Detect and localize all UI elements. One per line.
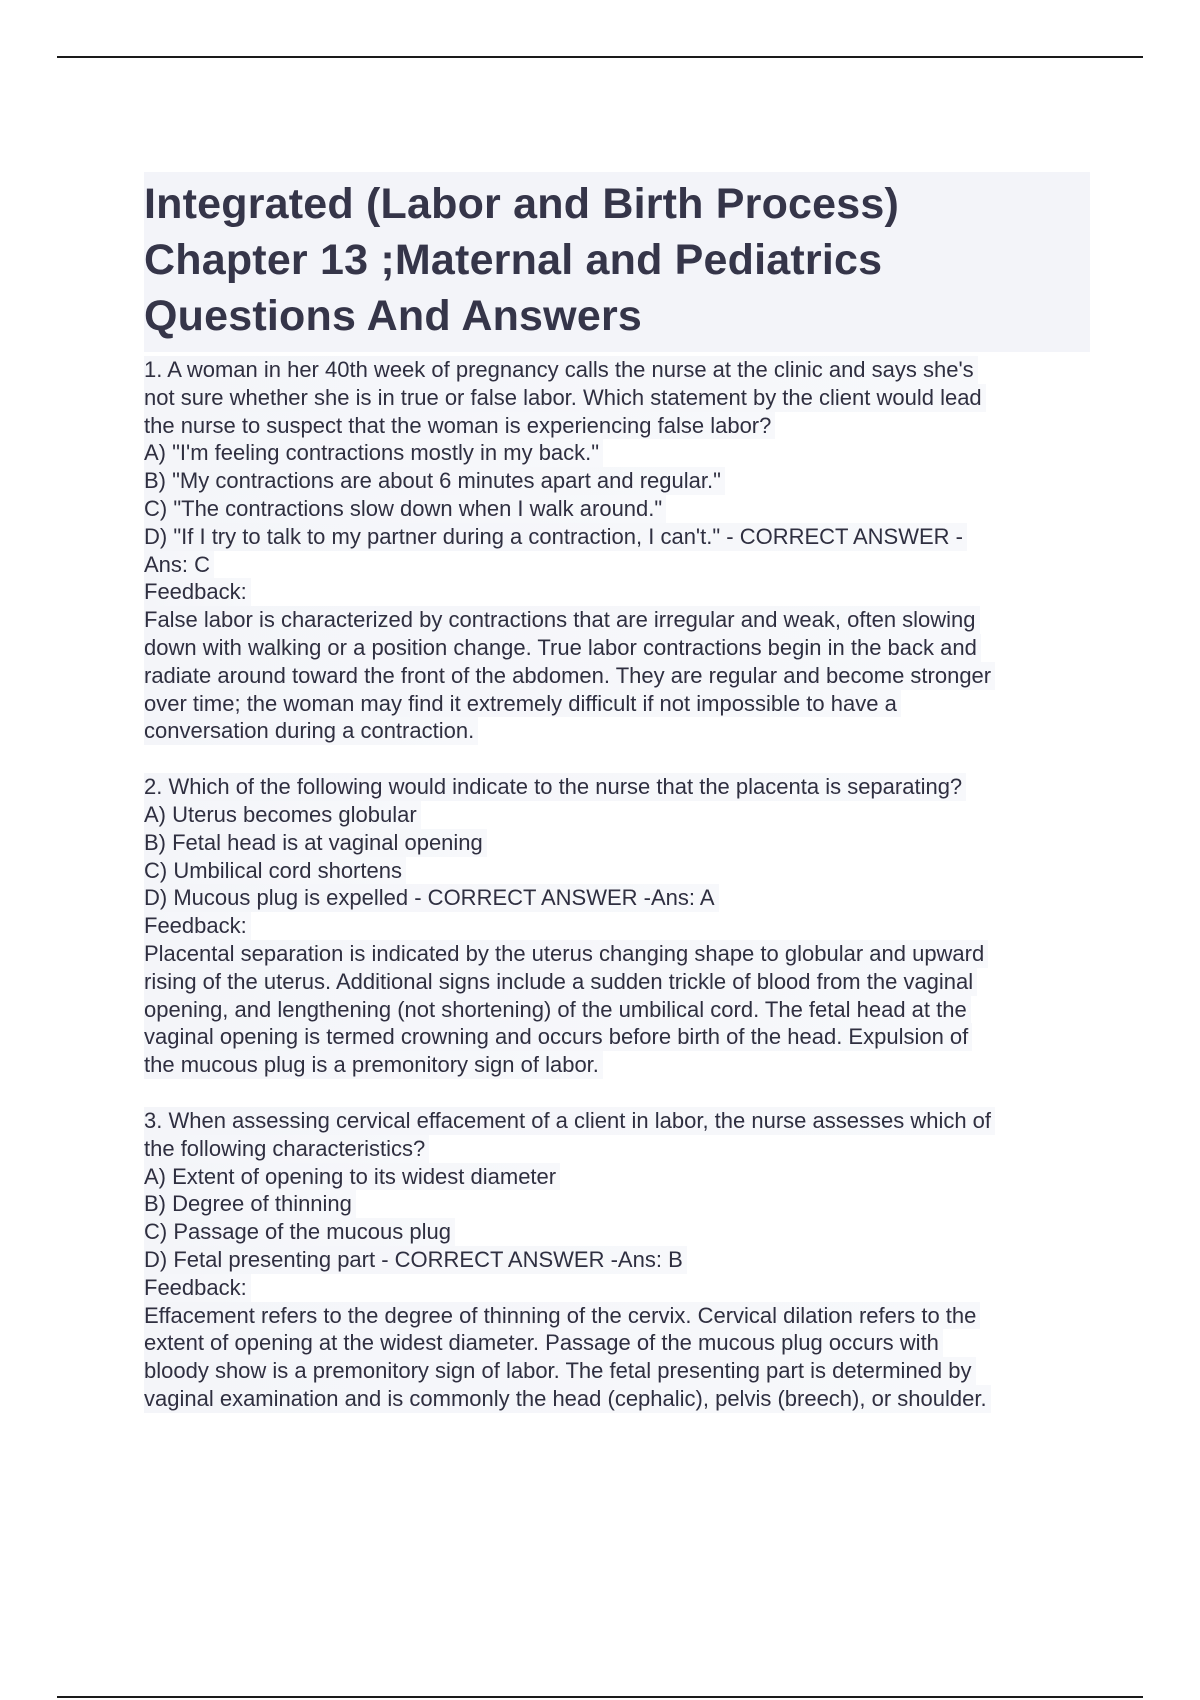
question-line-text: opening, and lengthening (not shortening) of the umbilical cord. The fetal head at the: [144, 996, 971, 1024]
question-line: [144, 996, 1090, 1024]
question-line-text: A) "I'm feeling contractions mostly in my back.": [144, 439, 603, 467]
question-line-text: D) Fetal presenting part - CORRECT ANSWER -Ans: B: [144, 1246, 687, 1274]
question-line-text: A) Extent of opening to its widest diameter: [144, 1163, 560, 1191]
question-line: [144, 662, 1090, 690]
question-line: [144, 912, 1090, 940]
question-line-text: B) Degree of thinning: [144, 1190, 356, 1218]
question-line-text: 3. When assessing cervical effacement of a client in labor, the nurse assesses which of: [144, 1107, 995, 1135]
question-line-text: bloody show is a premonitory sign of labor. The fetal presenting part is determined by: [144, 1357, 976, 1385]
question-line: [144, 940, 1090, 968]
question-line-text: the mucous plug is a premonitory sign of labor.: [144, 1051, 603, 1079]
question-line: [144, 1163, 1090, 1191]
question-line-text: not sure whether she is in true or false labor. Which statement by the client would lead: [144, 384, 986, 412]
question-line: [144, 968, 1090, 996]
question-line: [144, 829, 1090, 857]
question-line-text: 1. A woman in her 40th week of pregnancy calls the nurse at the clinic and says she's: [144, 356, 978, 384]
question-line-text: Feedback:: [144, 578, 251, 606]
question-line: [144, 1302, 1090, 1330]
question-line-text: Placental separation is indicated by the uterus changing shape to globular and upward: [144, 940, 988, 968]
question-line-text: the following characteristics?: [144, 1135, 429, 1163]
bottom-rule: [57, 1696, 1143, 1698]
question-line: [144, 1190, 1090, 1218]
question-line: [144, 1023, 1090, 1051]
question-line: [144, 384, 1090, 412]
question-line: [144, 1274, 1090, 1302]
question-line-text: vaginal opening is termed crowning and occurs before birth of the head. Expulsion of: [144, 1023, 972, 1051]
question-line-text: A) Uterus becomes globular: [144, 801, 421, 829]
question-block: [144, 773, 1090, 1079]
question-block: [144, 356, 1090, 745]
question-line: [144, 412, 1090, 440]
question-line: [144, 690, 1090, 718]
question-line-text: Effacement refers to the degree of thinning of the cervix. Cervical dilation refers to the: [144, 1302, 980, 1330]
question-line: [144, 717, 1090, 745]
question-line: [144, 801, 1090, 829]
question-line: [144, 857, 1090, 885]
title-line: Chapter 13 ;Maternal and Pediatrics: [144, 236, 883, 284]
question-line: [144, 1051, 1090, 1079]
question-line: [144, 1218, 1090, 1246]
question-line-text: D) Mucous plug is expelled - CORRECT ANSWER -Ans: A: [144, 884, 719, 912]
document-body: [144, 172, 1090, 1413]
questions-list: [144, 356, 1090, 1413]
question-line: [144, 773, 1090, 801]
question-line: [144, 606, 1090, 634]
top-rule: [57, 56, 1143, 58]
title-line: Integrated (Labor and Birth Process): [144, 180, 900, 228]
question-line: [144, 356, 1090, 384]
question-line-text: C) "The contractions slow down when I walk around.": [144, 495, 666, 523]
question-line: [144, 884, 1090, 912]
question-line-text: B) "My contractions are about 6 minutes apart and regular.": [144, 467, 725, 495]
question-line-text: Feedback:: [144, 912, 251, 940]
question-line: [144, 1385, 1090, 1413]
question-line: [144, 578, 1090, 606]
question-line: [144, 1246, 1090, 1274]
question-line-text: rising of the uterus. Additional signs include a sudden trickle of blood from the vaginal: [144, 968, 977, 996]
question-line-text: Feedback:: [144, 1274, 251, 1302]
question-line: [144, 634, 1090, 662]
question-line: [144, 467, 1090, 495]
question-line: [144, 1357, 1090, 1385]
question-line: [144, 551, 1090, 579]
question-line: [144, 1329, 1090, 1357]
question-line-text: over time; the woman may find it extremely difficult if not impossible to have a: [144, 690, 901, 718]
question-line-text: D) "If I try to talk to my partner during a contraction, I can't." - CORRECT ANSWER -: [144, 523, 967, 551]
question-line-text: the nurse to suspect that the woman is experiencing false labor?: [144, 412, 775, 440]
question-line-text: C) Passage of the mucous plug: [144, 1218, 455, 1246]
question-line-text: C) Umbilical cord shortens: [144, 857, 406, 885]
title-line: Questions And Answers: [144, 292, 642, 340]
question-line-text: B) Fetal head is at vaginal opening: [144, 829, 487, 857]
question-line-text: vaginal examination and is commonly the head (cephalic), pelvis (breech), or shoulder.: [144, 1385, 991, 1413]
question-line: [144, 1135, 1090, 1163]
question-line: [144, 439, 1090, 467]
question-line-text: Ans: C: [144, 551, 214, 579]
question-spacer: [144, 745, 1090, 773]
question-line-text: radiate around toward the front of the abdomen. They are regular and become stronger: [144, 662, 995, 690]
question-line: [144, 495, 1090, 523]
question-spacer: [144, 1079, 1090, 1107]
question-line-text: down with walking or a position change. True labor contractions begin in the back and: [144, 634, 981, 662]
question-block: [144, 1107, 1090, 1413]
question-line-text: conversation during a contraction.: [144, 717, 478, 745]
document-title: [144, 172, 1090, 352]
question-line: [144, 523, 1090, 551]
question-line-text: False labor is characterized by contractions that are irregular and weak, often slowing: [144, 606, 980, 634]
question-line-text: extent of opening at the widest diameter. Passage of the mucous plug occurs with: [144, 1329, 943, 1357]
question-line-text: 2. Which of the following would indicate to the nurse that the placenta is separating?: [144, 773, 966, 801]
question-line: [144, 1107, 1090, 1135]
